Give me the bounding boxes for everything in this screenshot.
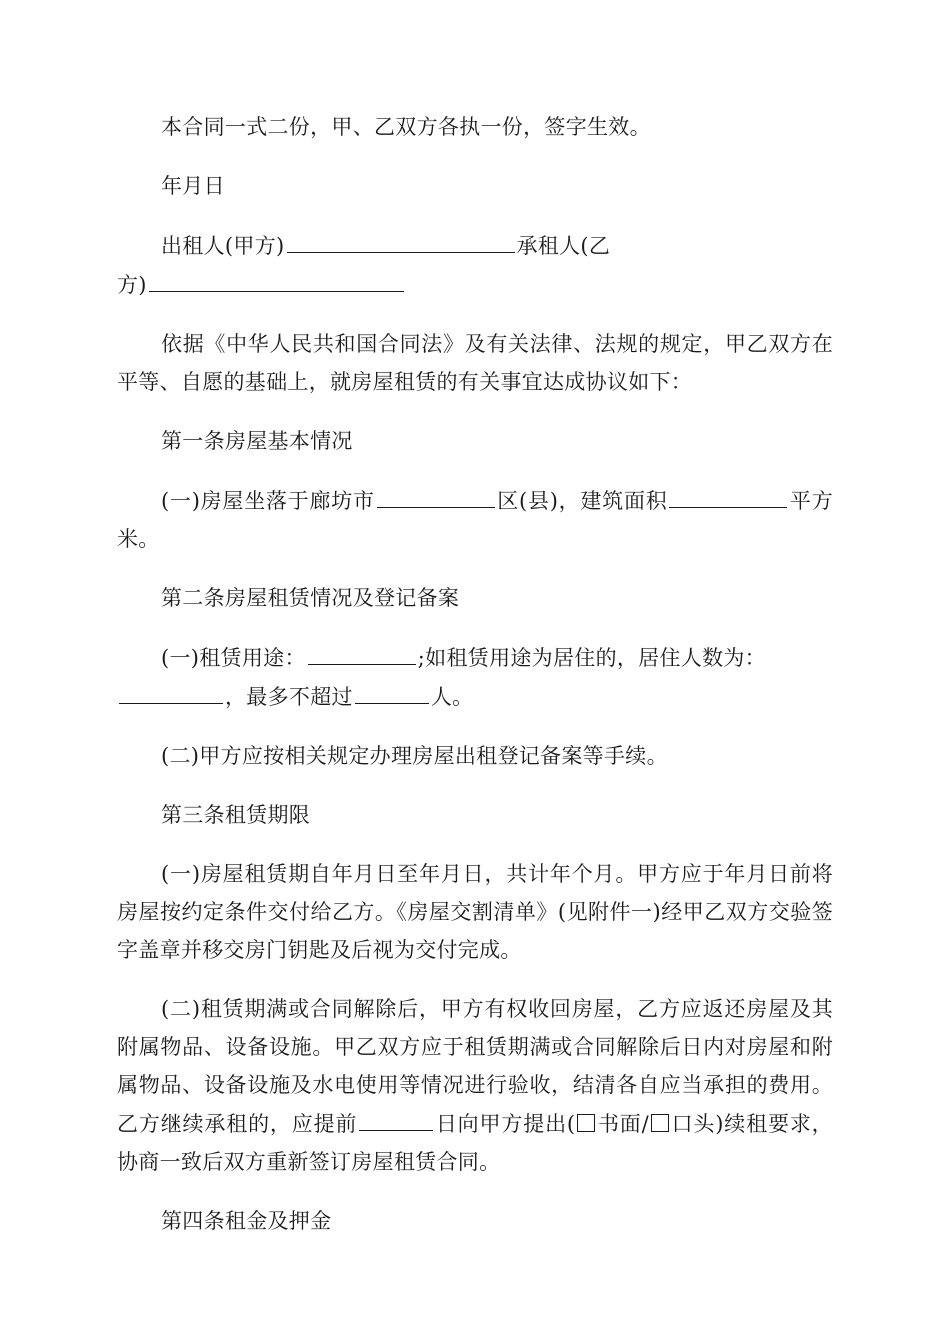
purpose-blank[interactable] xyxy=(308,638,416,665)
verbal-checkbox[interactable] xyxy=(651,1114,669,1132)
notice-days-blank[interactable] xyxy=(359,1104,433,1131)
article-1-title xyxy=(117,422,833,460)
article-3-title-text: 第三条租赁期限 xyxy=(161,803,311,827)
article-1-title-text: 第一条房屋基本情况 xyxy=(161,429,353,453)
preamble-text: 依据《中华人民共和国合同法》及有关法律、法规的规定，甲乙双方在平等、自愿的基础上，就房屋租赁的有关事宜达成协议如下： xyxy=(117,332,833,394)
clause-text: 区(县)，建筑面积 xyxy=(496,489,668,513)
article-2-clause-1 xyxy=(117,638,833,716)
occupants-blank[interactable] xyxy=(119,677,223,704)
lessor-label: 出租人(甲方) xyxy=(161,234,285,258)
lessee-label-part1: 承租人(乙 xyxy=(516,234,611,258)
copies-text: 本合同一式二份，甲、乙双方各执一份，签字生效。 xyxy=(161,115,651,139)
lessee-signature-blank[interactable] xyxy=(149,265,404,292)
lessor-signature-blank[interactable] xyxy=(287,226,515,253)
article-4-title xyxy=(117,1202,833,1240)
clause-text: (一)房屋坐落于廊坊市 xyxy=(161,489,375,513)
lessee-line xyxy=(117,265,833,304)
paragraph-signatures xyxy=(117,226,833,304)
max-occupants-blank[interactable] xyxy=(355,677,429,704)
clause-text: ;如租赁用途为居住的，居住人数为： xyxy=(417,646,766,670)
clause-text: (二)租赁期满或合同解除后，甲方有权收回房屋，乙方应返还房屋及其附属物品、设备设施。甲乙双方应于租赁期满或合同解除后日内对房屋和附属物品、设备设施及水电使用等情况进行验收，结清各自应当承担的费用。乙方继续承租的，应提前 xyxy=(117,997,833,1136)
clause-text: 人。 xyxy=(430,685,474,709)
clause-text: (一)租赁用途： xyxy=(161,646,306,670)
paragraph-date xyxy=(117,167,833,205)
clause-text: 书面/ xyxy=(597,1112,650,1136)
article-4-title-text: 第四条租金及押金 xyxy=(161,1209,332,1233)
clause-text: 口头)续租要求，协商一致后双方重新签订房屋租赁合同。 xyxy=(117,1112,833,1174)
clause-text: (二)甲方应按相关规定办理房屋出租登记备案等手续。 xyxy=(161,744,668,768)
district-blank[interactable] xyxy=(377,481,495,508)
article-2-clause-2 xyxy=(117,737,833,775)
paragraph-copies xyxy=(117,108,833,146)
date-text: 年月日 xyxy=(161,174,225,198)
article-1-clause-1 xyxy=(117,481,833,558)
area-blank[interactable] xyxy=(669,481,787,508)
document-body xyxy=(117,108,833,1261)
paragraph-preamble xyxy=(117,325,833,401)
article-3-title xyxy=(117,796,833,834)
occupants-line xyxy=(117,677,833,716)
article-3-clause-1 xyxy=(117,855,833,969)
lessee-label-part2: 方) xyxy=(117,273,147,297)
article-3-clause-2 xyxy=(117,990,833,1181)
clause-text: ，最多不超过 xyxy=(225,685,353,709)
article-2-title-text: 第二条房屋租赁情况及登记备案 xyxy=(161,586,460,610)
clause-text: (一)房屋租赁期自年月日至年月日，共计年个月。甲方应于年月日前将房屋按约定条件交付给乙方。《房屋交割清单》(见附件一)经甲乙双方交验签字盖章并移交房门钥匙及后视为交付完成。 xyxy=(117,862,833,962)
written-checkbox[interactable] xyxy=(577,1114,595,1132)
clause-text: 日向甲方提出( xyxy=(435,1112,576,1136)
article-2-title xyxy=(117,579,833,617)
clause-text: 平方米。 xyxy=(117,489,833,551)
